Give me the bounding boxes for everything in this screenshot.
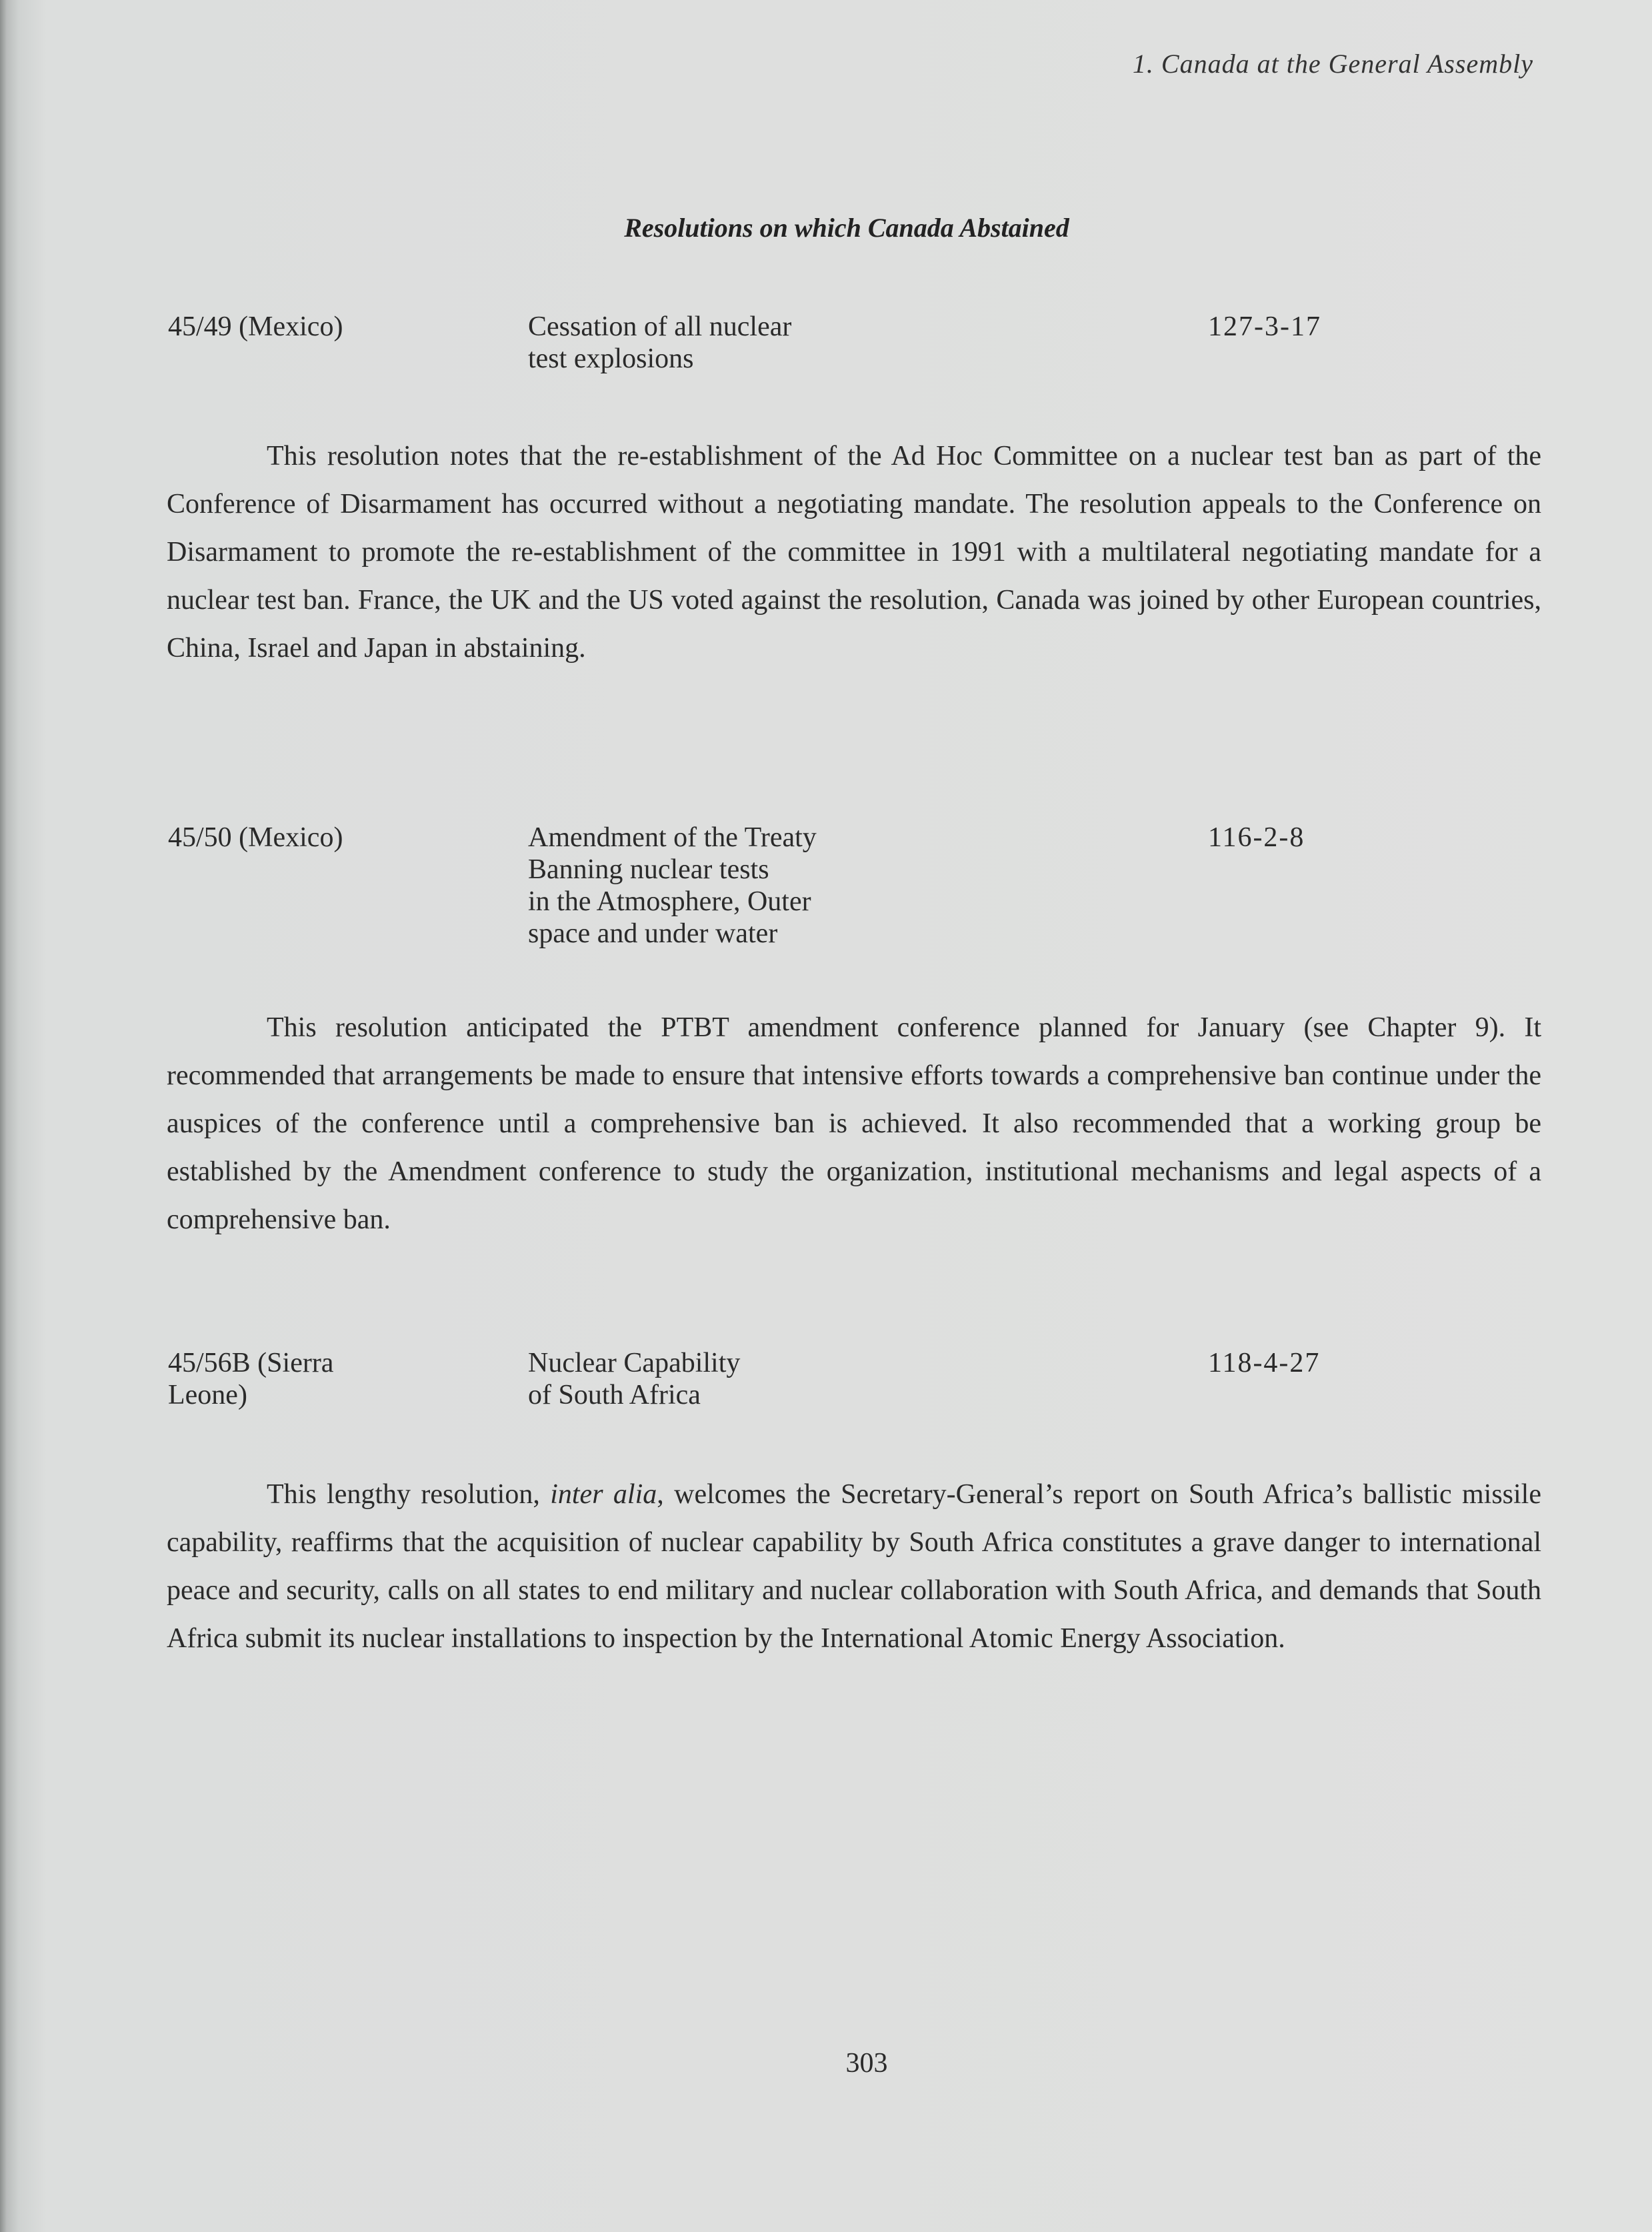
resolution-title-line: space and under water — [528, 918, 778, 949]
resolution-paragraph: This resolution notes that the re-establishment of the Ad Hoc Committee on a nuclear test ban as part of the Conference of Disarmament has occurred without a negotiating mandate. The resolution appeals to the Conference on Disarmament to promote the re-establishment of the committee in 1991 with a multilateral negotiating mandate for a nuclear test ban. France, the UK and the US voted against the resolution, Canada was joined by other European countries, China, Israel and Japan in abstaining. — [167, 441, 1541, 664]
resolution-paragraph — [167, 1470, 1541, 1662]
resolution-vote: 116-2-8 — [1208, 822, 1305, 853]
resolution-title-line: Banning nuclear tests — [528, 854, 769, 885]
resolution-title-line: Amendment of the Treaty — [528, 822, 817, 853]
resolution-id-line: Leone) — [168, 1380, 247, 1410]
resolution-title-line: test explosions — [528, 343, 694, 374]
resolution-title — [528, 1347, 1035, 1411]
paragraph-italic: inter alia — [550, 1479, 657, 1510]
resolution-vote: 127-3-17 — [1208, 311, 1321, 342]
resolution-vote: 118-4-27 — [1208, 1348, 1321, 1378]
section-heading: Resolutions on which Canada Abstained — [624, 213, 1069, 243]
resolution-title-line: Cessation of all nuclear — [528, 311, 792, 342]
resolution-id-line: 45/50 (Mexico) — [168, 822, 343, 853]
resolution-id — [168, 1347, 501, 1411]
resolution-title-line: of South Africa — [528, 1380, 701, 1410]
resolution-id-line: 45/49 (Mexico) — [168, 311, 343, 342]
resolution-title-line: Nuclear Capability — [528, 1348, 741, 1378]
resolution-id — [168, 822, 501, 854]
paragraph-text: This lengthy resolution, — [267, 1479, 551, 1510]
paragraph-text: , welcomes the Secretary-General’s report on South Africa’s ballistic missile capability, reaffirms that the acquisition of nuclear capability by South Africa constitutes a grave danger to international peace and security, calls on all states to end military and nuclear collaboration with South Africa, and demands that South Africa submit its nuclear installations to inspection by the International Atomic Energy Association. — [167, 1479, 1541, 1654]
resolution-title — [528, 822, 1035, 950]
page-number: 303 — [845, 2048, 888, 2079]
running-head: 1. Canada at the General Assembly — [1132, 49, 1533, 79]
resolution-paragraph: This resolution anticipated the PTBT amendment conference planned for January (see Chapter 9). It recommended that arrangements be made to ensure that intensive efforts towards a comprehensive ban continue under the auspices of the conference until a comprehensive ban is achieved. It also recommended that a working group be established by the Amendment conference to study the organization, institutional mechanisms and legal aspects of a comprehensive ban. — [167, 1012, 1541, 1235]
resolution-id-line: 45/56B (Sierra — [168, 1348, 334, 1378]
resolution-id — [168, 311, 501, 343]
resolution-title — [528, 311, 1035, 375]
resolution-title-line: in the Atmosphere, Outer — [528, 886, 811, 917]
